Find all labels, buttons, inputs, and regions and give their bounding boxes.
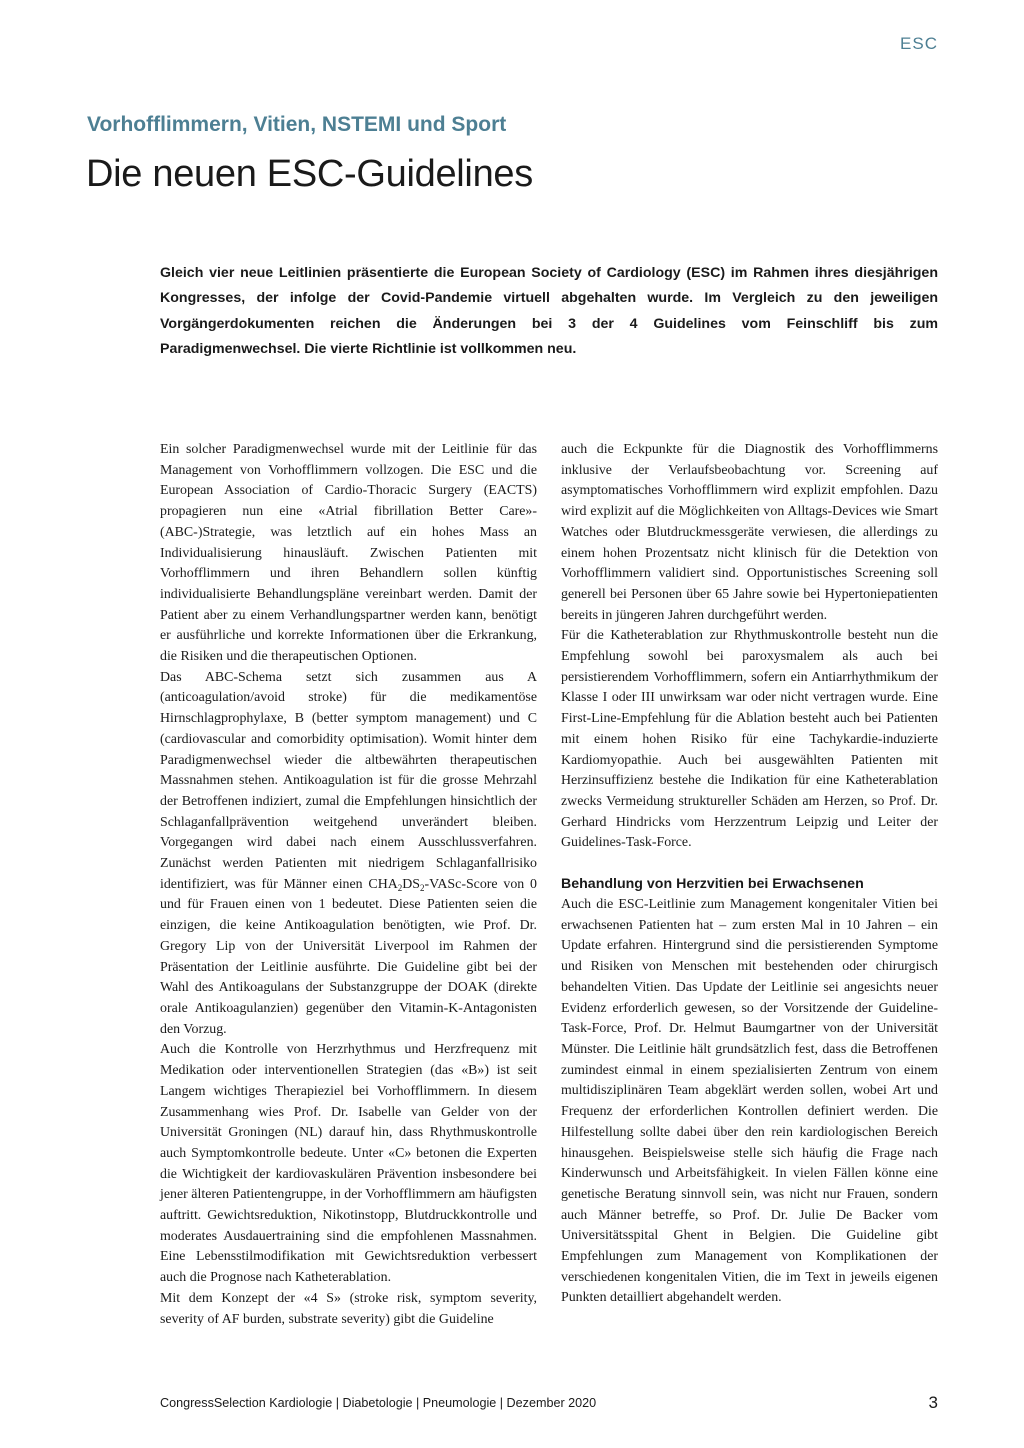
body-paragraph: Ein solcher Paradigmenwechsel wurde mit der Leitlinie für das Management von Vorhofflimmern vollzogen. Die ESC und die European Association of Cardio-Thoracic Surgery (EACTS) propagieren nun eine «Atrial fibrillation Better Care»-(ABC-)Strategie, was letztlich auf ein hohes Mass an Individualisierung hinausläuft. Zwischen Patienten mit Vorhofflimmern und ihren Behandlern sollen künftig individualisierte Behandlungspläne vereinbart werden. Damit der Patient aber zu einem Verhandlungspartner werden kann, benötigt er ausführliche und korrekte Informationen über die Erkrankung, die Risiken und die therapeutischen Optionen. [160,442,537,665]
body-paragraph: Für die Katheterablation zur Rhythmuskontrolle besteht nun die Empfehlung sowohl bei paroxysmalem als auch bei persistierendem Vorhofflimmern, sofern ein Antiarrhythmikum der Klasse I oder III unwirksam war oder nicht vertragen wurde. Eine First-Line-Empfehlung für die Ablation besteht auch bei Patienten mit einem hohen Risiko für eine Tachykardie-induzierte Kardiomyopathie. Auch bei ausgewählten Patienten mit Herzinsuffizienz bestehe die Indikation für eine Katheterablation zwecks Vermeidung struktureller Schäden am Herzen, so Prof. Dr. Gerhard Hindricks vom Herzzentrum Leipzig und Leiter der Guidelines-Task-Force. [561,628,938,851]
article-title: Die neuen ESC-Guidelines [86,153,533,195]
section-heading: Behandlung von Herzvitien bei Erwachsenen [561,876,864,893]
left-column [160,440,537,1330]
body-text: Das ABC-Schema setzt sich zusammen aus A (anticoagulation/avoid stroke) für die medikamentöse Hirnschlagprophylaxe, B (better symptom management) und C (cardiovascular and comorbidity optimisation). Womit hinter dem Paradigmenwechsel wieder die altbewährten therapeutischen Massnahmen stehen. Antikoagulation ist für die grosse Mehrzahl der Betroffenen indiziert, zumal die Empfehlungen hinsichtlich der Schlaganfallprävention weitgehend unverändert bleiben. Vorgegangen wird dabei nach einem Ausschlussverfahren. Zunächst werden Patienten mit niedrigem Schlaganfallrisiko identifiziert, was für Männer einen CHA [160,669,537,892]
right-column [561,440,938,1309]
body-paragraph: Auch die ESC-Leitlinie zum Management kongenitaler Vitien bei erwachsenen Patienten hat – zum ersten Mal in 10 Jahren – ein Update erfahren. Hintergrund sind die persistierenden Symptome und Risiken von Menschen mit bestehenden oder chirurgisch behandelten Vitien. Das Update der Leitlinie sei angesichts neuer Evidenz erforderlich gewesen, so der Vorsitzende der Guideline-Task-Force, Prof. Dr. Helmut Baumgartner von der Universität Münster. Die Leitlinie hält grundsätzlich fest, dass die Betroffenen zumindest einmal in einem spezialisierten Zentrum von einem multidisziplinären Team abgeklärt werden sollen, wobei Art und Frequenz der erforderlichen Kontrollen definiert werden. Die Hilfestellung sollte dabei über den rein kardiologischen Bereich hinausgehen. Beispielsweise stelle sich häufig die Frage nach Kinderwunsch und Arbeitsfähigkeit. In vielen Fällen könne eine genetische Beratung sinnvoll sein, was nicht nur Frauen, sondern auch Männer betreffe, so Prof. Dr. Julie De Backer vom Universitätsspital Ghent in Belgien. Die Guideline gibt Empfehlungen zum Management von Komplikationen der verschiedenen kongenitalen Vitien, die im Text in jeweils eigenen Punkten detailliert abgehandelt werden. [561,897,938,1306]
body-text: -VASc-Score von 0 und für Frauen einen von 1 bedeutet. Diese Patienten seien die einzigen, die keine Antikoagulation benötigten, wie Prof. Dr. Gregory Lip von der Universität Liverpool im Rahmen der Präsentation der Leitlinie ausführte. Die Guideline gibt bei der Wahl des Antikoagulans der Substanzgruppe der DOAK (direkte orale Antikoagulanzien) gegenüber den Vitamin-K-Antagonisten den Vorzug. [160,876,537,1037]
body-text: DS [402,876,421,892]
body-paragraph: Mit dem Konzept der «4 S» (stroke risk, symptom severity, severity of AF burden, substrate severity) gibt die Guideline [160,1290,537,1327]
article-lead: Gleich vier neue Leitlinien präsentierte die European Society of Cardiology (ESC) im Rahmen ihres diesjährigen Kongresses, der infolge der Covid-Pandemie virtuell abgehalten wurde. Im Vergleich zu den jeweiligen Vorgängerdokumenten reichen die Änderungen bei 3 der 4 Guidelines vom Feinschliff bis zum Paradigmenwechsel. Die vierte Richtlinie ist vollkommen neu. [160,265,938,358]
section-tag: ESC [900,34,938,53]
body-paragraph: auch die Eckpunkte für die Diagnostik des Vorhofflimmerns inklusive der Verlaufsbeobachtung vor. Screening auf asymptomatisches Vorhofflimmern wird explizit empfohlen. Dazu wird explizit auf die Möglichkeiten von Alltags-Devices wie Smart Watches oder Blutdruckmessgeräte verwiesen, die allerdings zu einem hohen Prozentsatz nicht klinisch für die Detektion von Vorhofflimmern validiert sind. Opportunistisches Screening soll generell bei Personen über 65 Jahre sowie bei Hypertoniepatienten bereits in jüngeren Jahren durchgeführt werden. [561,442,938,623]
subscript: 2 [420,882,425,893]
body-paragraph: Auch die Kontrolle von Herzrhythmus und Herzfrequenz mit Medikation oder interventionellen Strategien (das «B») ist seit Langem wichtiges Therapieziel bei Vorhofflimmern. In diesem Zusammenhang wies Prof. Dr. Isabelle van Gelder von der Universität Groningen (NL) darauf hin, dass Rhythmuskontrolle auch Symptomkontrolle bedeute. Unter «C» betonen die Experten die Wichtigkeit der kardiovaskulären Prävention insbesondere bei jener älteren Patientengruppe, in der Vorhofflimmern am häufigsten auftritt. Gewichtsreduktion, Nikotinstopp, Blutdruckkontrolle und moderates Ausdauertraining sind die empfohlenen Massnahmen. Eine Lebensstilmodifikation mit Gewichtsreduktion verbessert auch die Prognose nach Katheterablation. [160,1042,537,1286]
page-number: 3 [928,1393,938,1412]
body-paragraph-cha2ds2 [160,668,537,1041]
article-kicker: Vorhofflimmern, Vitien, NSTEMI und Sport [87,113,507,136]
footer-publication: CongressSelection Kardiologie | Diabetologie | Pneumologie | Dezember 2020 [160,1396,597,1410]
subscript: 2 [397,882,403,893]
